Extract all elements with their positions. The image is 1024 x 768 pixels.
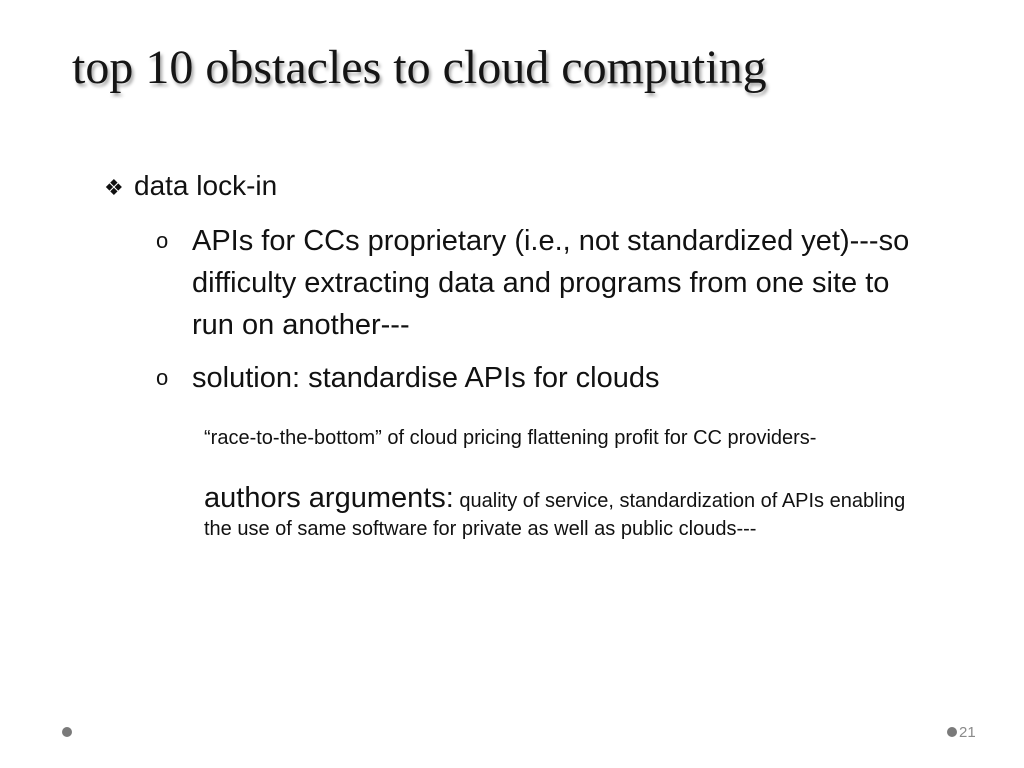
bullet-text: data lock-in: [134, 170, 278, 201]
note-lead: authors arguments:: [204, 482, 454, 514]
nav-dot-left-icon[interactable]: [62, 727, 72, 737]
diamond-bullet-icon: ❖: [104, 175, 124, 200]
note-authors-arguments: [204, 484, 924, 543]
sub-bullet-text: APIs for CCs proprietary (i.e., not standardized yet)---so difficulty extracting data and programs from one site to run on another---: [192, 225, 910, 341]
sub-bullet-apis: [156, 220, 916, 346]
page-number: 21: [959, 724, 976, 741]
nav-dot-right-icon[interactable]: [947, 727, 957, 737]
circle-bullet-icon: o: [156, 228, 169, 253]
bullet-data-lock-in: [104, 168, 277, 206]
note-rest: quality of service, standardization of APIs enabling the use of same software for private as well as public clouds---: [204, 490, 906, 540]
circle-bullet-icon: o: [156, 365, 169, 390]
sub-bullet-text: solution: standardise APIs for clouds: [192, 362, 660, 394]
sub-bullet-solution: [156, 357, 916, 399]
slide-title: top 10 obstacles to cloud computing: [72, 41, 767, 94]
note-pricing: “race-to-the-bottom” of cloud pricing flattening profit for CC providers-: [204, 427, 817, 449]
